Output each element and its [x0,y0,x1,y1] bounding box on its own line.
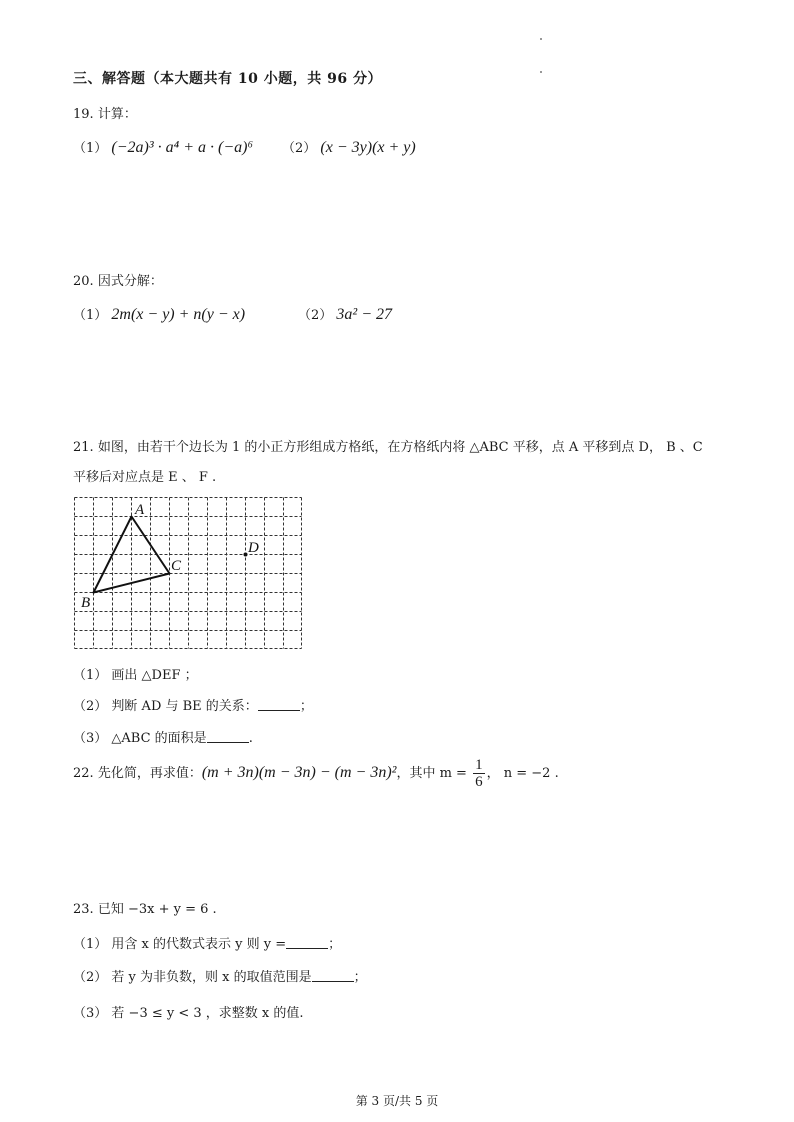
q19-part1 [73,137,253,157]
q20-part1-label: （1） [73,308,108,323]
q19-part1-expr: (−2a)³ · a⁴ + a · (−a)⁶ [111,139,254,156]
q23-sub1-text-b: ； [328,937,342,952]
q21-sub3-blank[interactable] [207,730,249,743]
point-d [244,553,248,557]
q19-part1-label: （1） [73,141,108,156]
q20-number: 20. [73,274,94,289]
q20-part2-label: （2） [298,308,333,323]
q22-cond-a: ，其中 m = [396,766,467,781]
q21-sub1 [73,664,198,683]
q21-sub3-text-a: △ABC 的面积是 [111,731,207,746]
label-c: C [171,558,182,574]
q23-heading [73,898,217,917]
q23-sub3 [73,1002,304,1021]
q22-number: 22. [73,766,94,781]
q21-grid-figure [74,497,302,649]
q20-part1-expr: 2m(x − y) + n(y − x) [111,306,246,323]
q21-line1 [73,436,703,455]
label-a: A [135,502,145,518]
q23-sub2-label: （2） [73,970,108,985]
q22-line [73,757,559,790]
q23-sub2-text-a: 若 y 为非负数，则 x 的取值范围是 [111,970,312,985]
q20-heading [73,270,163,289]
q23-sub1-blank[interactable] [286,936,328,949]
q23-sub1-label: （1） [73,937,108,952]
q21-sub1-label: （1） [73,668,108,683]
q21-sub1-text: 画出 △DEF ； [111,668,198,683]
q21-sub3 [73,727,253,746]
page-footer: 第 3 页/共 5 页 [355,1094,439,1108]
q22-frac-num: 1 [475,757,483,773]
q22-prompt: 先化简，再求值： [97,766,202,781]
q22-cond-b: ， n = −2 . [486,766,559,781]
q23-sub3-label: （3） [73,1006,108,1021]
section-title: 三、解答题（本大题共有 10 小题，共 96 分） [73,71,382,87]
q21-sub2 [73,695,313,714]
q21-number: 21. [73,440,94,455]
scan-speck [540,71,542,73]
q19-number: 19. [73,107,94,122]
q22-frac-den: 6 [475,774,483,790]
grid-lines [75,498,302,649]
q23-sub1-text-a: 用含 x 的代数式表示 y 则 y = [111,937,287,952]
q19-part2-expr: (x − 3y)(x + y) [320,139,416,156]
q19-part2-label: （2） [282,141,317,156]
q22-fraction [473,757,485,790]
q23-sub3-text: 若 −3 ≤ y < 3 ，求整数 x 的值. [111,1006,304,1021]
q23-sub2-blank[interactable] [312,969,354,982]
q23-prompt: 已知 −3x + y = 6 . [97,902,217,917]
q21-sub2-label: （2） [73,699,108,714]
q23-number: 23. [73,902,94,917]
q21-sub3-label: （3） [73,731,108,746]
q20-prompt: 因式分解： [97,274,163,289]
q20-part2-expr: 3a² − 27 [336,306,393,323]
scan-speck [540,38,542,40]
label-b: B [81,595,91,611]
q19-heading [73,103,137,122]
q23-sub1 [73,933,341,952]
q21-line2: 平移后对应点是 E 、 F . [73,470,217,485]
q23-sub2 [73,966,367,985]
q21-text-line1: 如图，由若干个边长为 1 的小正方形组成方格纸，在方格纸内将 △ABC 平移，点 A 平移到点 D， B 、C [97,440,703,455]
q21-sub2-blank[interactable] [258,698,300,711]
label-d: D [248,540,259,556]
q19-prompt: 计算： [97,107,137,122]
q21-sub3-text-b: . [248,731,253,746]
q19-part2 [282,137,416,157]
q21-sub2-text-a: 判断 AD 与 BE 的关系： [111,699,258,714]
q20-part1 [73,304,245,324]
q20-part2 [298,304,392,324]
q22-expr: (m + 3n)(m − 3n) − (m − 3n)² [201,764,397,781]
q21-sub2-text-b: ； [299,699,313,714]
q23-sub2-text-b: ； [353,970,367,985]
